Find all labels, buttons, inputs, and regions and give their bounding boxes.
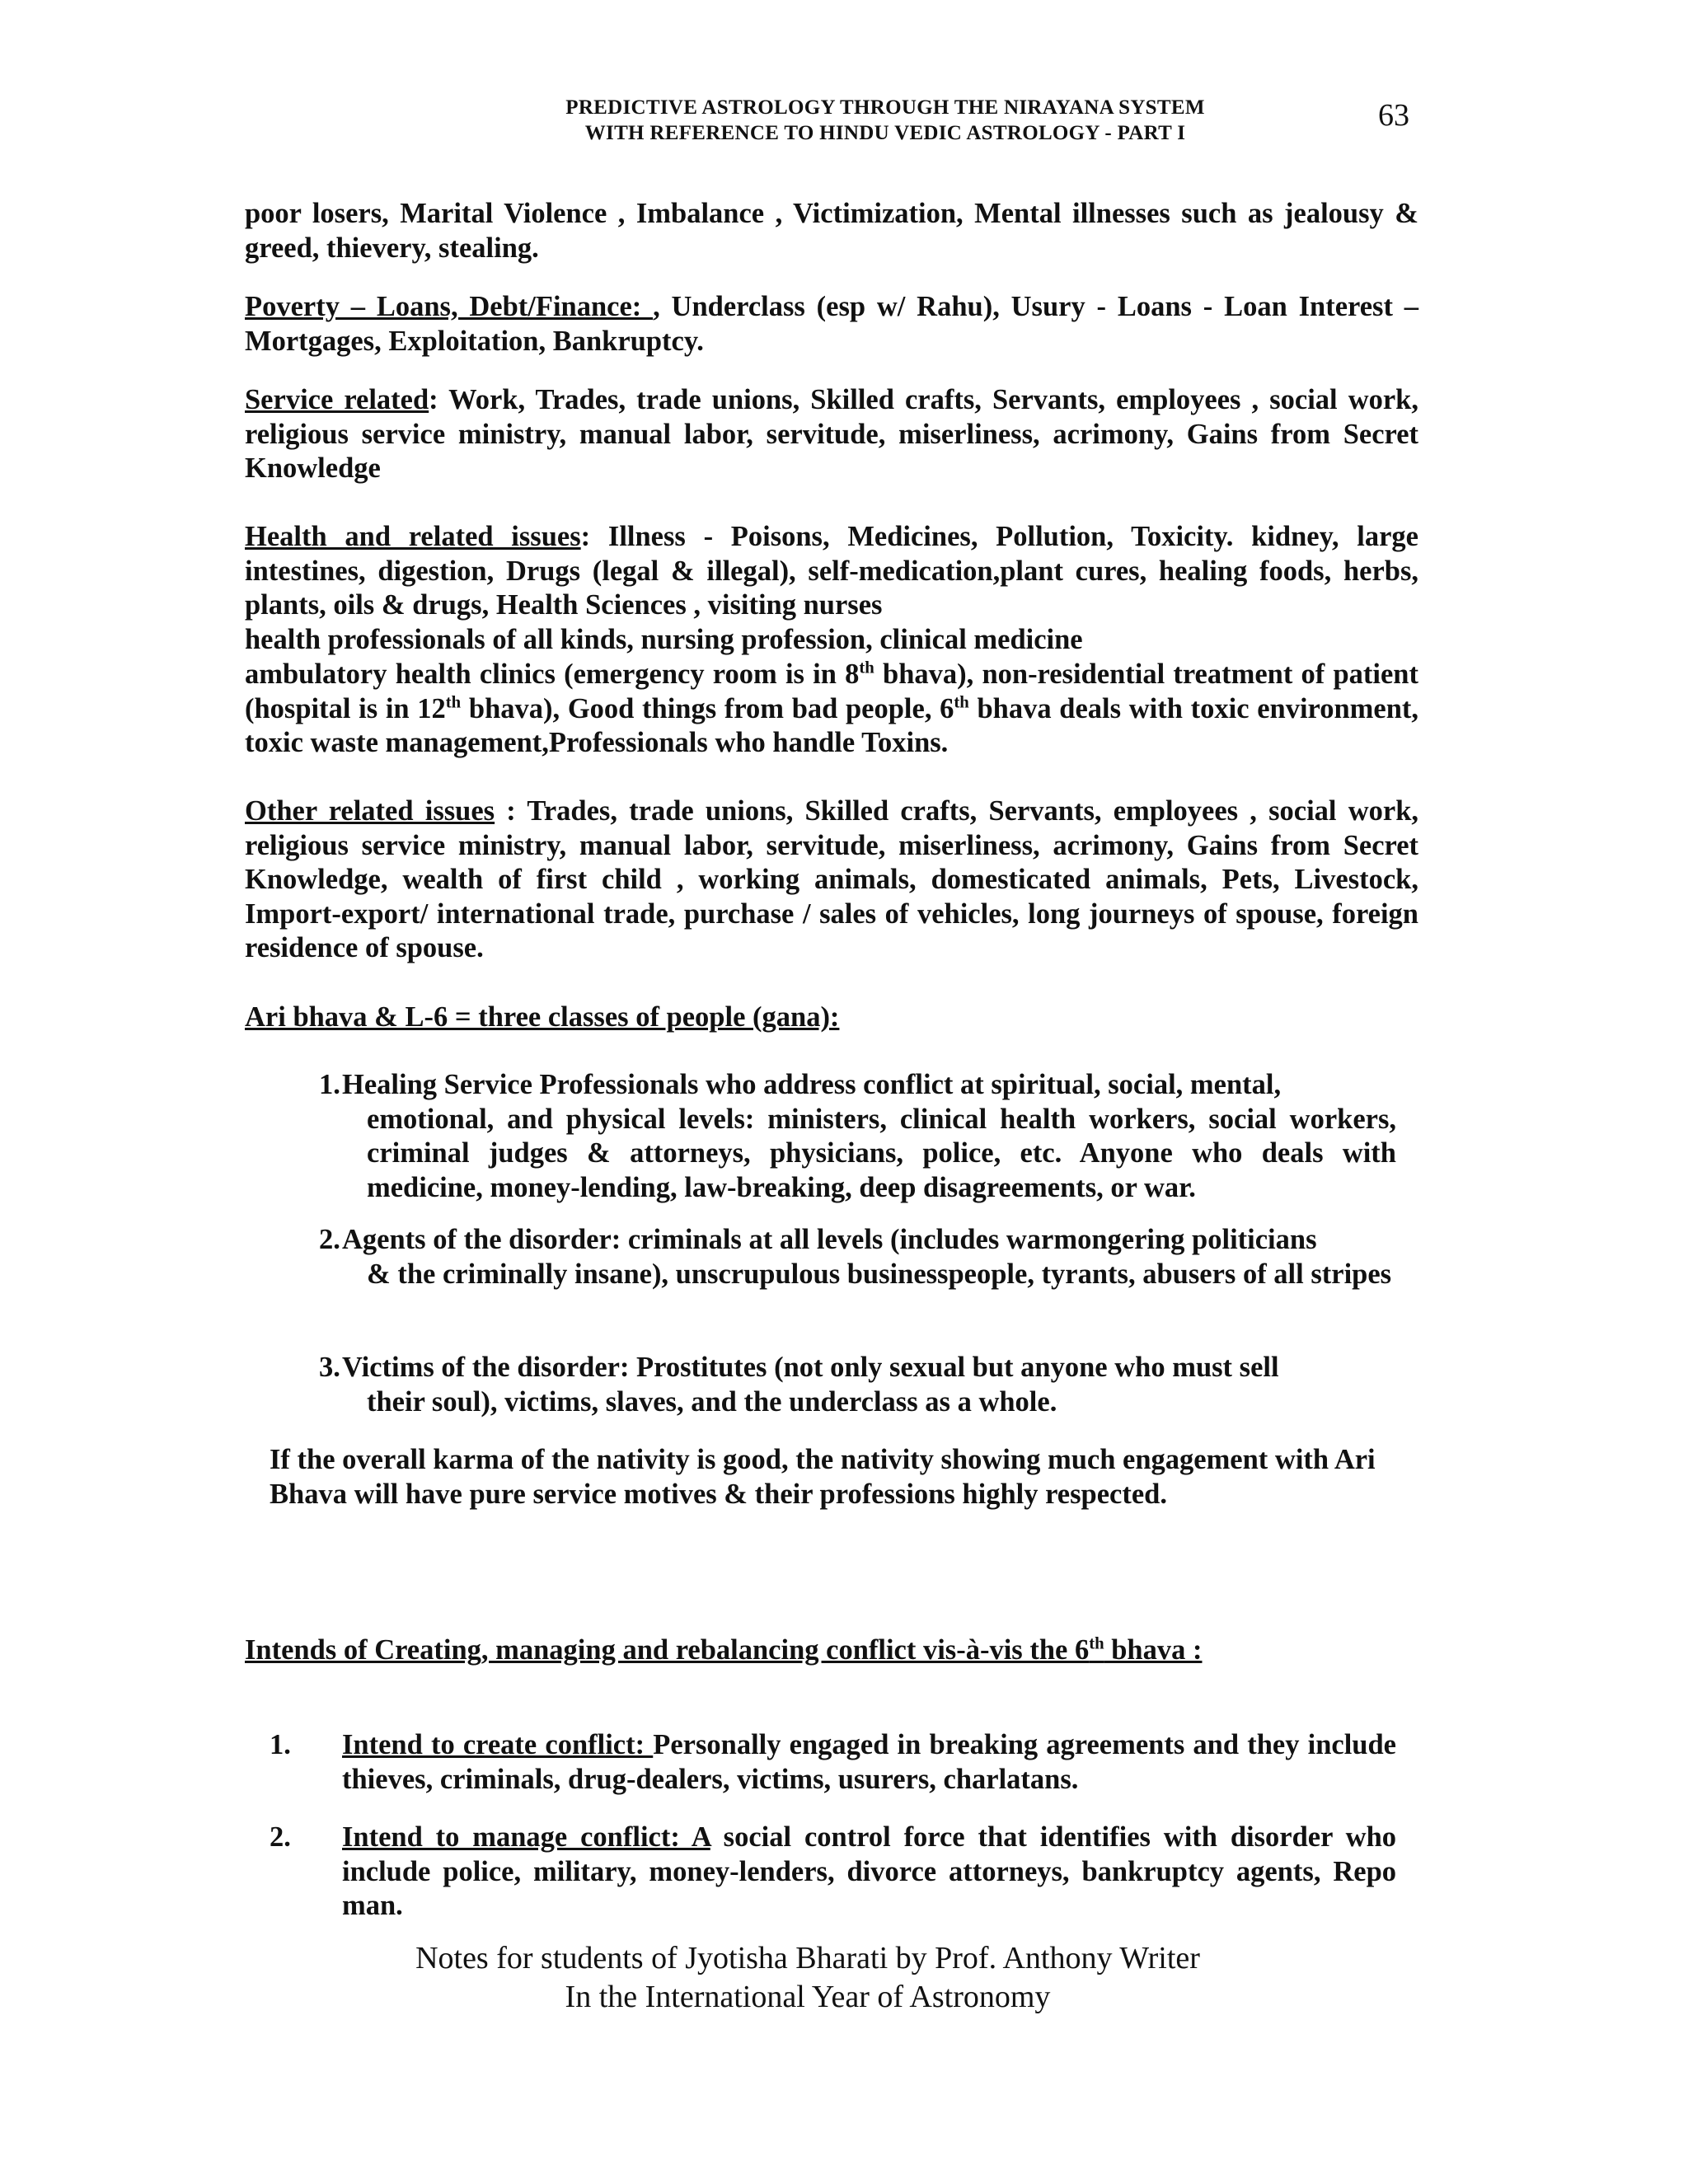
health-clinics-text-4: bhava deals with toxic environment, toxic waste management,Professionals who handle Toxins. [245,692,1419,758]
ordinal-suffix: th [1089,1634,1104,1653]
intends-heading-part-b: bhava : [1104,1634,1203,1666]
list-number: 2. [319,1224,340,1255]
intends-item-content [342,1728,1396,1797]
list-item-rest: & the criminally insane), unscrupulous businesspeople, tyrants, abusers of all stripes [367,1258,1392,1290]
list-item [319,1223,1396,1291]
health-paragraph [245,520,1418,623]
other-paragraph [245,794,1418,966]
intends-item-text: social control force that identifies with disorder who include police, military, money-lenders, divorce attorneys, bankruptcy agents, Repo man. [342,1821,1397,1921]
other-heading: Other related issues [245,795,495,827]
ari-heading [245,1001,1418,1035]
service-heading: Service related [245,384,429,415]
running-header-line-1: PREDICTIVE ASTROLOGY THROUGH THE NIRAYANA SYSTEM [565,96,1205,119]
list-number: 1. [319,1069,340,1100]
running-header-line-2: WITH REFERENCE TO HINDU VEDIC ASTROLOGY - PART I [584,122,1186,144]
list-number: 3. [319,1352,340,1383]
intends-heading [245,1633,1418,1668]
karma-paragraph: If the overall karma of the nativity is good, the nativity showing much engagement with Ari Bhava will have pure service motives & their professions highly respected. [270,1444,1376,1510]
service-paragraph [245,383,1418,486]
poverty-heading: Poverty – Loans, Debt/Finance: [245,291,654,322]
health-text: : Illness - Poisons, Medicines, Pollution, Toxicity. kidney, large intestines, digestion, Drugs (legal & illegal), self-medication,plant cures, healing foods, herbs, plants, oils & drugs, Health Sciences , visiting nurses [245,521,1418,621]
list-number: 2. [270,1821,291,1853]
intends-item-text: Personally engaged in breaking agreements and they include thieves, criminals, drug-dealers, victims, usurers, charlatans. [342,1729,1396,1795]
intends-heading-part-a: Intends of Creating, managing and rebalancing conflict vis-à-vis the 6 [245,1634,1090,1666]
health-clinics-text-2: bhava), non-residential treatment of patient (hospital is in 12 [245,658,1418,724]
intends-item-label: Intend to manage conflict: A [342,1821,710,1853]
intro-paragraph: poor losers, Marital Violence , Imbalance , Victimization, Mental illnesses such as jealousy & greed, thievery, stealing. [245,198,1418,264]
ordinal-suffix: th [954,693,969,711]
intends-item [270,1728,1396,1797]
intends-heading-text [245,1634,1202,1666]
ordinal-suffix: th [445,693,462,711]
list-item [319,1068,1396,1205]
list-item-rest: their soul), victims, slaves, and the underclass as a whole. [367,1385,1057,1418]
poverty-paragraph [245,290,1418,359]
health-clinics-text-3: bhava), Good things from bad people, 6 [461,692,954,724]
service-text: : Work, Trades, trade unions, Skilled crafts, Servants, employees , social work, religious service ministry, manual labor, servitude, miserliness, acrimony, Gains from Secret Knowledge [245,384,1418,484]
ari-heading-text: Ari bhava & L-6 = three classes of people (gana): [245,1001,840,1033]
list-item-first-line: Healing Service Professionals who address conflict at spiritual, social, mental, [342,1069,1282,1100]
list-item-rest: emotional, and physical levels: ministers, clinical health workers, social workers, criminal judges & attorneys, physicians, police, etc. Anyone who deals with medicine, money-lending, law-breaking, deep disagreements, or war. [367,1103,1396,1203]
ordinal-suffix: th [859,658,874,677]
page-number: 63 [1378,98,1409,133]
footer-line-1: Notes for students of Jyotisha Bharati by Prof. Anthony Writer [415,1941,1200,1975]
health-clinics-text-1: ambulatory health clinics (emergency room is in 8 [245,658,860,690]
intends-item-content [342,1821,1396,1924]
poverty-text: , Underclass (esp w/ Rahu), Usury - Loans - Loan Interest – Mortgages, Exploitation, Bankruptcy. [245,291,1419,357]
health-clinics-paragraph [245,658,1418,761]
list-item [319,1351,1396,1419]
health-line-2: health professionals of all kinds, nursing profession, clinical medicine [245,624,1083,655]
list-number: 1. [270,1729,291,1760]
intends-item-label: Intend to create conflict: [342,1729,654,1760]
footer-line-2: In the International Year of Astronomy [565,1980,1051,2014]
other-text: : Trades, trade unions, Skilled crafts, Servants, employees , social work, religious service ministry, manual labor, servitude, miserliness, acrimony, Gains from Secret Knowledge, wealth of first child , working animals, domesticated animals, Pets, Livestock, Import-export/ international trade, purchase / sales of vehicles, long journeys of spouse, foreign residence of spouse. [245,795,1419,963]
health-heading: Health and related issues [245,521,581,552]
list-item-first-line: Victims of the disorder: Prostitutes (not only sexual but anyone who must sell [342,1352,1279,1383]
intends-item [270,1821,1396,1924]
list-item-first-line: Agents of the disorder: criminals at all levels (includes warmongering politicians [342,1224,1317,1255]
